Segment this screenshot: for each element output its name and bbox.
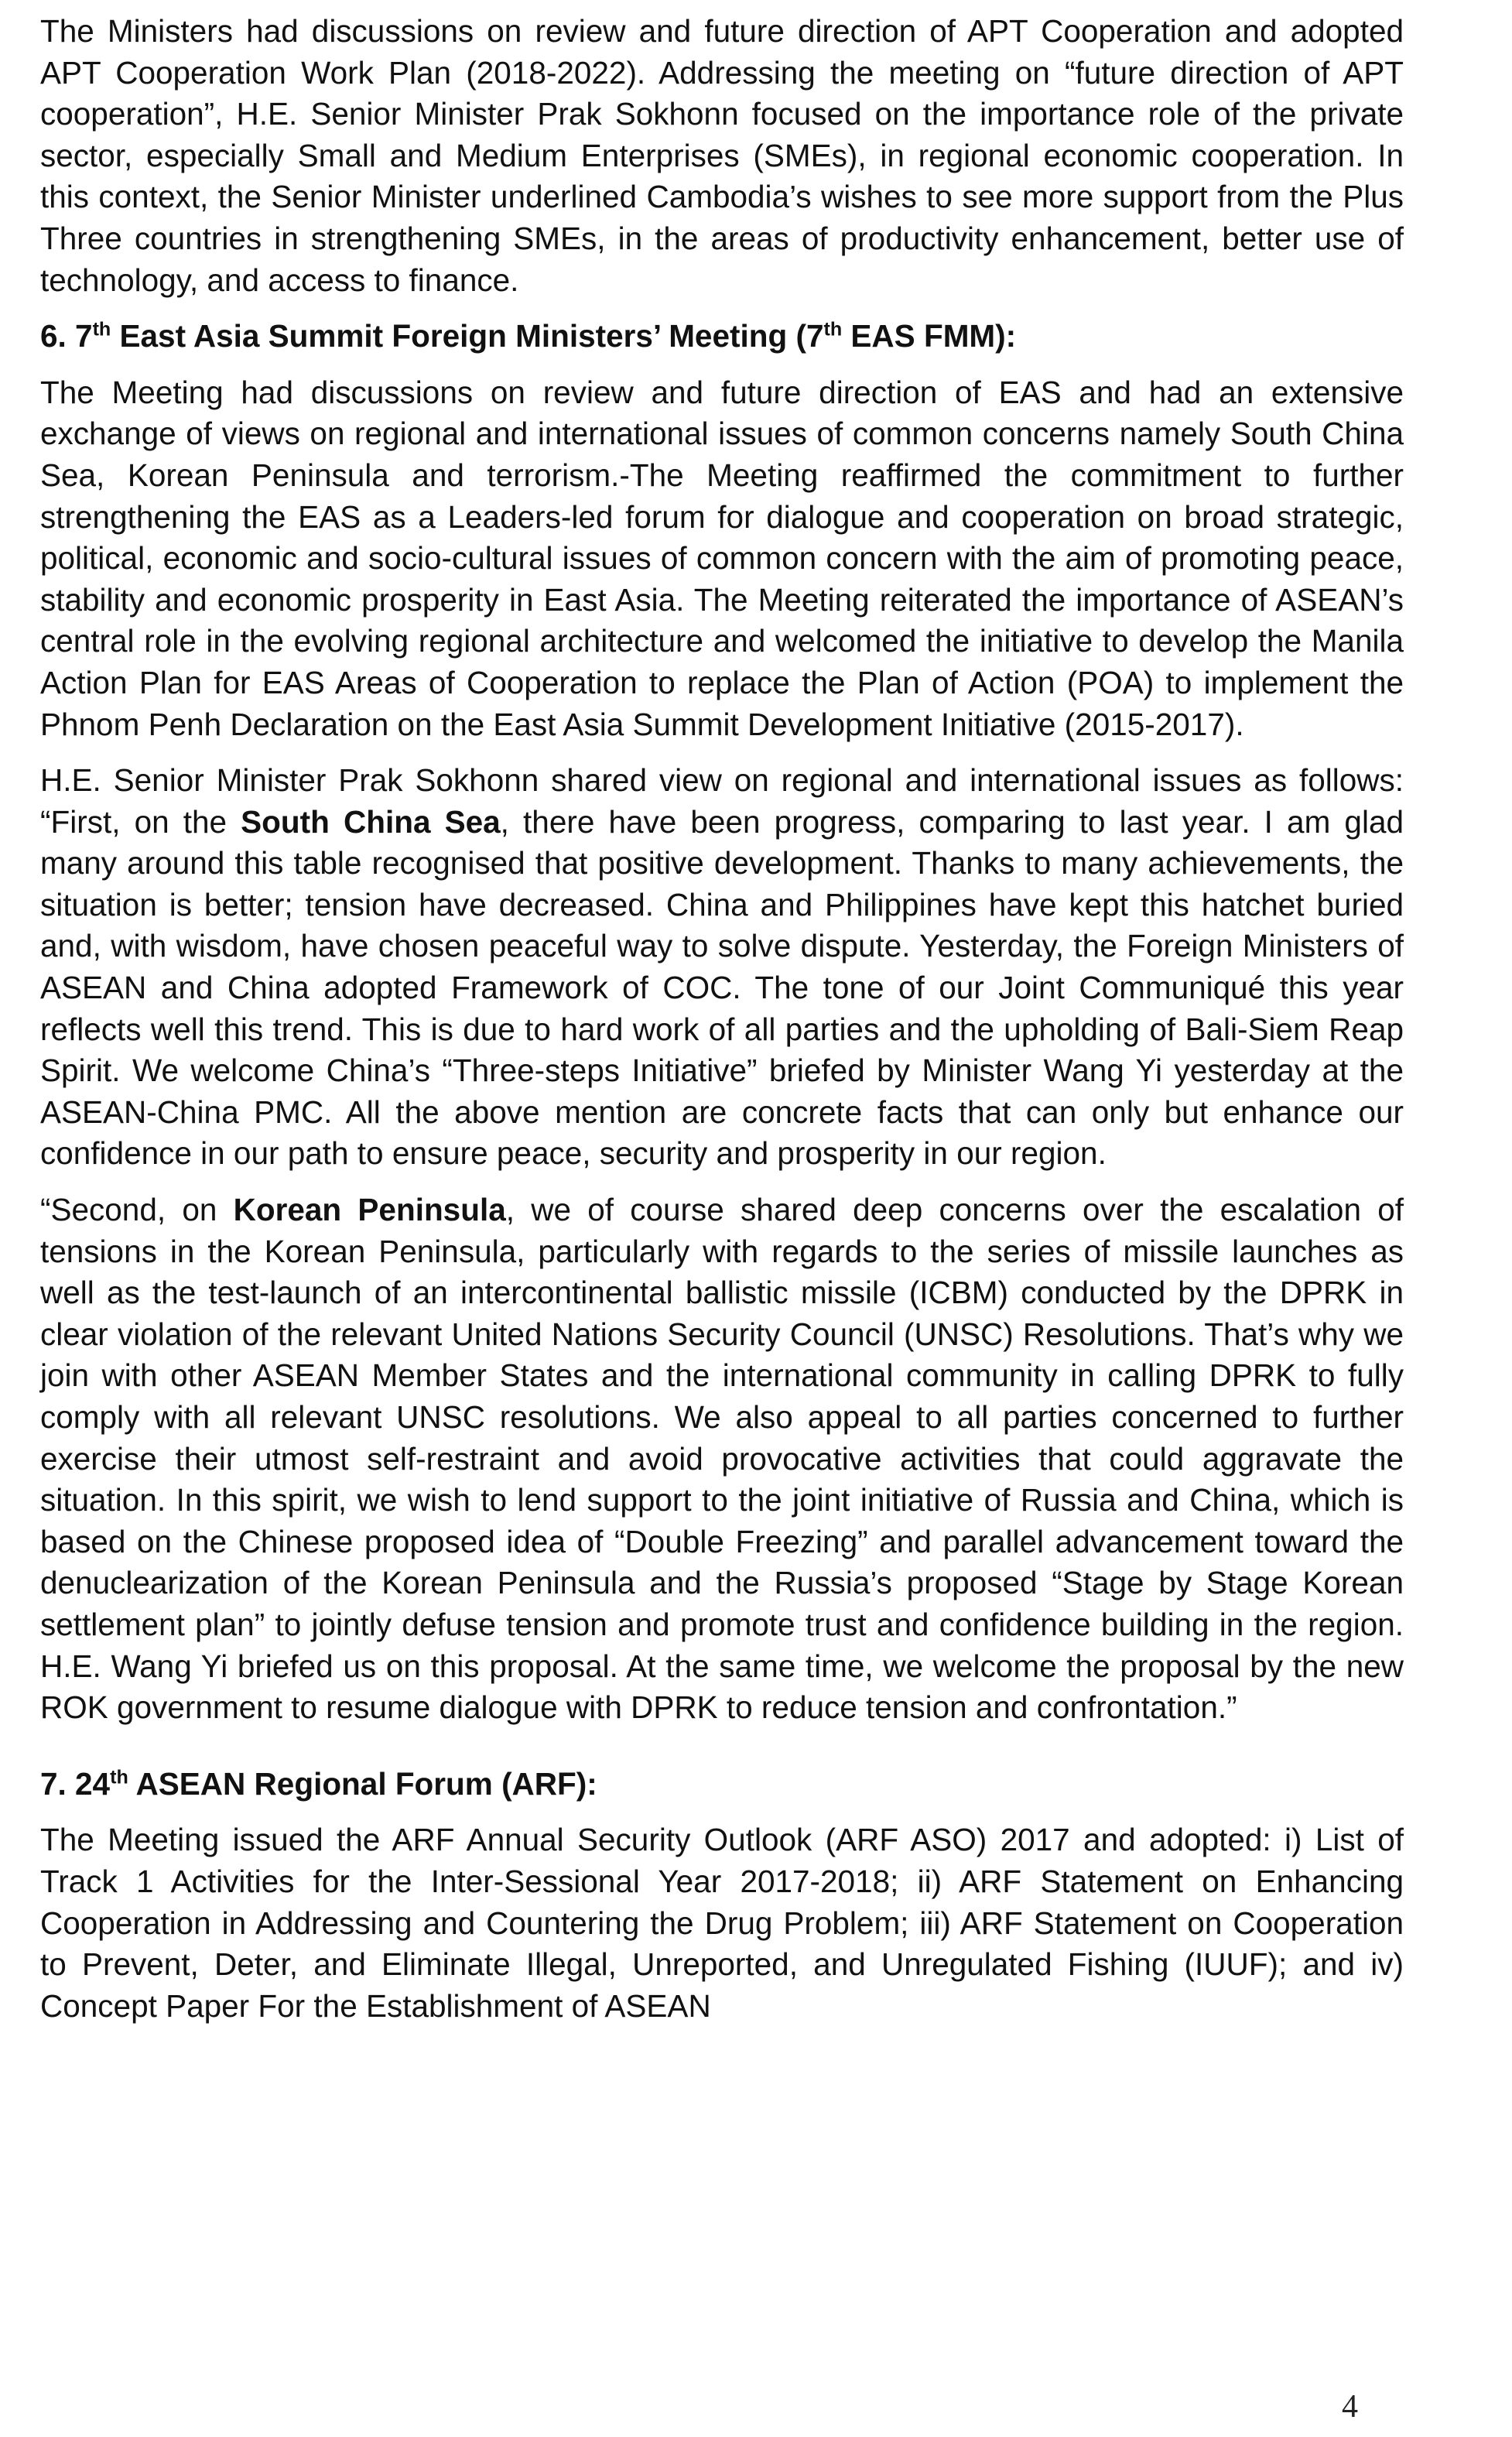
south-china-sea-term: South China Sea bbox=[241, 803, 501, 840]
korean-peninsula-term: Korean Peninsula bbox=[233, 1192, 506, 1228]
intro-paragraph: The Ministers had discussions on review and future direction of APT Cooperation and adopted APT Cooperation Work Plan (2018-2022). Addressing the meeting on “future direction of APT cooperation”, H.E. Senior Minister Prak Sokhonn focused on the importance role of the private sector, especially Small and Medium Enterprises (SMEs), in regional economic cooperation. In this context, the Senior Minister underlined Cambodia’s wishes to see more support from the Plus Three countries in strengthening SMEs, in the areas of productivity enhancement, better use of technology, and access to finance. bbox=[40, 13, 1404, 298]
document-page bbox=[40, 11, 1404, 2027]
section-6-paragraph-1: The Meeting had discussions on review and future direction of EAS and had an extensive exchange of views on regional and international issues of common concerns namely South China Sea, Korean Peninsula and terrorism.-The Meeting reaffirmed the commitment to further strengthening the EAS as a Leaders-led forum for dialogue and cooperation on broad strategic, political, economic and socio-cultural issues of common concern with the aim of promoting peace, stability and economic prosperity in East Asia. The Meeting reiterated the importance of ASEAN’s central role in the evolving regional architecture and welcomed the initiative to develop the Manila Action Plan for EAS Areas of Cooperation to replace the Plan of Action (POA) to implement the Phnom Penh Declaration on the East Asia Summit Development Initiative (2015-2017). bbox=[40, 374, 1404, 742]
section-7-paragraph-1: The Meeting issued the ARF Annual Security Outlook (ARF ASO) 2017 and adopted: i) List of Track 1 Activities for the Inter-Sessional Year 2017-2018; ii) ARF Statement on Enhancing Cooperation in Addressing and Countering the Drug Problem; iii) ARF Statement on Cooperation to Prevent, Deter, and Eliminate Illegal, Unreported, and Unregulated Fishing (IUUF); and iv) Concept Paper For the Establishment of ASEAN bbox=[40, 1822, 1404, 2024]
section-6-paragraph-3: “Second, on Korean Peninsula, we of course shared deep concerns over the escalation of tensions in the Korean Peninsula, particularly with regards to the series of missile launches as well as the test-launch of an intercontinental ballistic missile (ICBM) conducted by the DPRK in clear violation of the relevant United Nations Security Council (UNSC) Resolutions. That’s why we join with other ASEAN Member States and the international community in calling DPRK to fully comply with all relevant UNSC resolutions. We also appeal to all parties concerned to further exercise their utmost self-restraint and avoid provocative activities that could aggravate the situation. In this spirit, we wish to lend support to the joint initiative of Russia and China, which is based on the Chinese proposed idea of “Double Freezing” and parallel advancement toward the denuclearization of the Korean Peninsula and the Russia’s proposed “Stage by Stage Korean settlement plan” to jointly defuse tension and promote trust and confidence building in the region. H.E. Wang Yi briefed us on this proposal. At the same time, we welcome the proposal by the new ROK government to resume dialogue with DPRK to reduce tension and confrontation.” bbox=[40, 1192, 1404, 1726]
section-6-heading: 6. 7th East Asia Summit Foreign Ministers’ Meeting (7th EAS FMM): bbox=[40, 318, 1017, 354]
page-number: 4 bbox=[1342, 2389, 1358, 2425]
section-6-paragraph-2: H.E. Senior Minister Prak Sokhonn shared view on regional and international issues as follows: “First, on the South China Sea, there have been progress, comparing to last year. I am glad many around this table recognised that positive development. Thanks to many achievements, the situation is better; tension have decreased. China and Philippines have kept this hatchet buried and, with wisdom, have chosen peaceful way to solve dispute. Yesterday, the Foreign Ministers of ASEAN and China adopted Framework of COC. The tone of our Joint Communiqué this year reflects well this trend. This is due to hard work of all parties and the upholding of Bali-Siem Reap Spirit. We welcome China’s “Three-steps Initiative” briefed by Minister Wang Yi yesterday at the ASEAN-China PMC. All the above mention are concrete facts that can only but enhance our confidence in our path to ensure peace, security and prosperity in our region. bbox=[40, 762, 1404, 1172]
section-7-heading: 7. 24th ASEAN Regional Forum (ARF): bbox=[40, 1765, 597, 1802]
